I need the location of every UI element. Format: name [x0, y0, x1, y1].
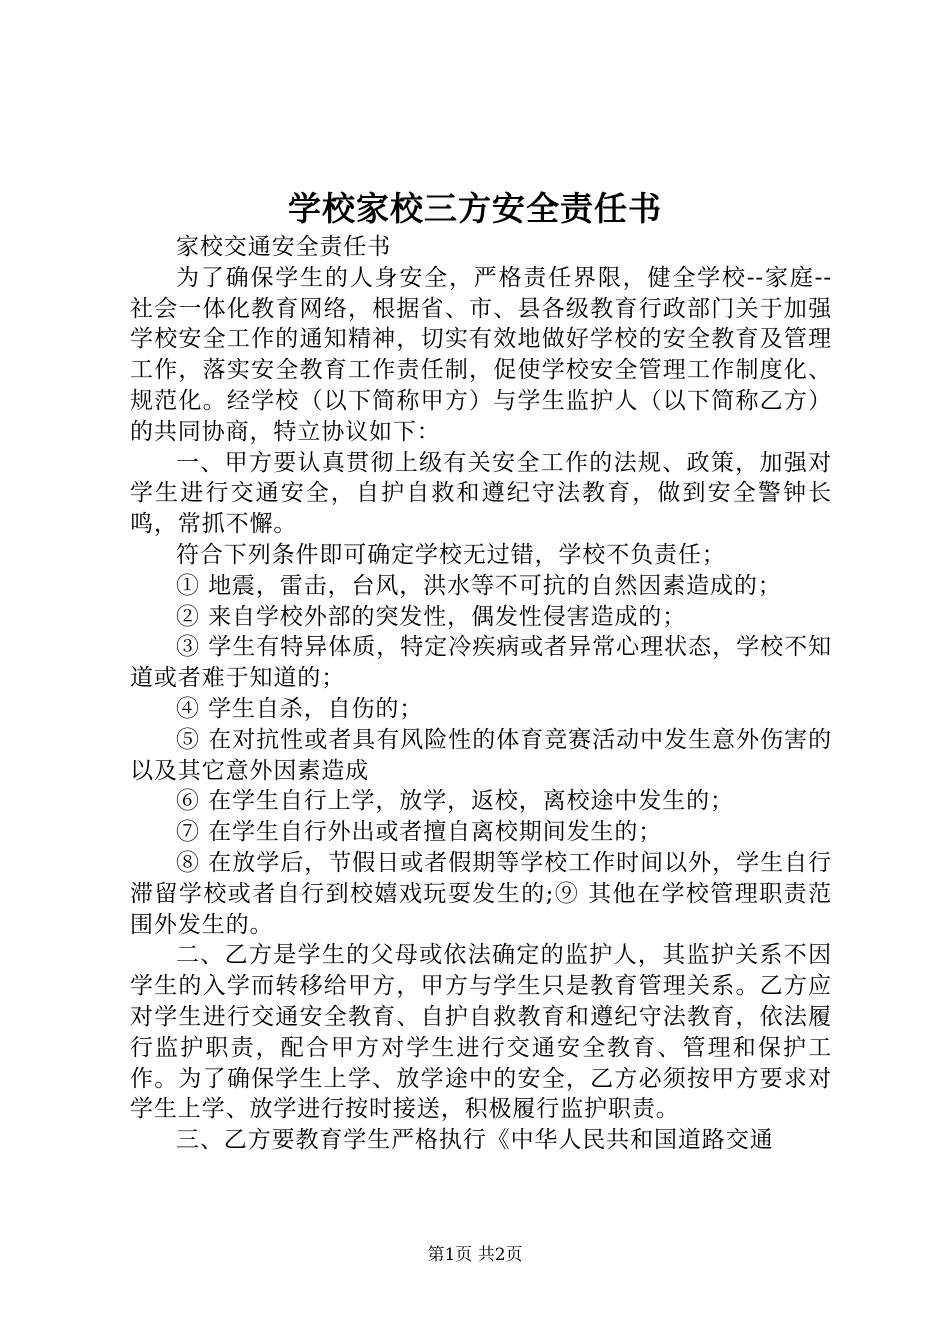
paragraph-subtitle: 家校交通安全责任书: [176, 234, 392, 260]
document-title: 学校家校三方安全责任书: [288, 189, 662, 228]
page-number-footer: 第1页 共2页: [427, 1245, 523, 1265]
paragraph-clause-1: 一、甲方要认真贯彻上级有关安全工作的法规、政策，加强对学生进行交通安全，自护自救和遵纪守法教育，做到安全警钟长鸣，常抓不懈。: [130, 449, 832, 538]
document-body: [130, 232, 832, 1156]
list-item-condition-5: ⑤ 在对抗性或者具有风险性的体育竞赛活动中发生意外伤害的以及其它意外因素造成: [130, 726, 832, 784]
list-item-condition-1: ① 地震，雷击，台风，洪水等不可抗的自然因素造成的；: [176, 572, 782, 599]
list-item-condition-2: ② 来自学校外部的突发性，偶发性侵害造成的；: [176, 603, 687, 630]
paragraph-intro: 为了确保学生的人身安全，严格责任界限，健全学校--家庭--社会一体化教育网络，根据省、市、县各级教育行政部门关于加强学校安全工作的通知精神，切实有效地做好学校的安全教育及管理工作，落实安全教育工作责任制，促使学校安全管理工作制度化、规范化。经学校（以下简称甲方）与学生监护人（以下简称乙方）的共同协商，特立协议如下：: [130, 264, 832, 445]
paragraph-conditions-heading: 符合下列条件即可确定学校无过错，学校不负责任；: [176, 541, 726, 568]
paragraph-clause-3: 三、乙方要教育学生严格执行《中华人民共和国道路交通: [176, 1127, 774, 1154]
paragraph-clause-2: 二、乙方是学生的父母或依法确定的监护人，其监护关系不因学生的入学而转移给甲方，甲方与学生只是教育管理关系。乙方应对学生进行交通安全教育、自护自救教育和遵纪守法教育，依法履行监护职责，配合甲方对学生进行交通安全教育、管理和保护工作。为了确保学生上学、放学途中的安全，乙方必须按甲方要求对学生上学、放学进行按时接送，积极履行监护职责。: [130, 942, 832, 1123]
list-item-condition-3: ③ 学生有特异体质，特定冷疾病或者异常心理状态，学校不知道或者难于知道的；: [130, 634, 832, 692]
list-item-condition-6: ⑥ 在学生自行上学，放学，返校，离校途中发生的；: [176, 788, 734, 815]
list-item-condition-7: ⑦ 在学生自行外出或者擅自离校期间发生的；: [176, 819, 663, 846]
list-item-condition-8-9: ⑧ 在放学后，节假日或者假期等学校工作时间以外，学生自行滞留学校或者自行到校嬉戏玩耍发生的;⑨ 其他在学校管理职责范围外发生的。: [130, 849, 832, 938]
list-item-condition-4: ④ 学生自杀，自伤的；: [176, 695, 424, 722]
